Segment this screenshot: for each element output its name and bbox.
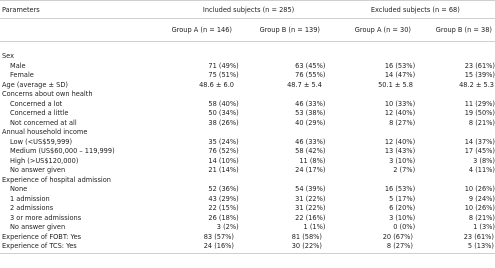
table-cell (322, 128, 413, 138)
row-label: Female (10, 71, 34, 79)
table-header-groups (0, 0, 495, 19)
table-row (0, 52, 495, 62)
table-cell: 10 (33%) (384, 99, 416, 108)
table-cell (322, 176, 413, 186)
table-cell: 8 (21%) (468, 213, 495, 222)
table-cell: 12 (40%) (384, 109, 416, 117)
row-label: Low (<US$59,999) (10, 137, 73, 146)
table-cell: 38 (26%) (208, 118, 239, 127)
column-header: Group B (n = 38) (435, 26, 492, 34)
table-cell: 3 (10%) (389, 213, 416, 222)
table-cell: 1 (1%) (303, 223, 326, 231)
table-row (0, 128, 495, 138)
table-cell: 31 (22%) (295, 204, 326, 212)
table-cell: 26 (18%) (208, 213, 239, 222)
table-cell (322, 52, 413, 62)
table-cell (234, 128, 322, 138)
table-cell: 2 (7%) (393, 166, 416, 174)
table-cell: 9 (24%) (468, 194, 495, 203)
table-cell: 5 (13%) (467, 242, 494, 250)
table-row (0, 166, 495, 176)
column-header: Group A (n = 146) (171, 26, 232, 34)
table-cell: 48.2 ± 5.3 (459, 80, 494, 89)
table-row (0, 119, 495, 129)
table-cell: 8 (27%) (389, 118, 416, 127)
table-row (0, 176, 495, 186)
table-row (0, 100, 495, 110)
table-cell: 46 (33%) (295, 137, 326, 146)
excluded-subjects-header: Excluded subjects (n = 68) (370, 5, 460, 14)
table-cell: 53 (38%) (295, 109, 326, 117)
row-label: Not concerned at all (10, 118, 77, 127)
table-row (0, 147, 495, 157)
table-row (0, 185, 495, 195)
table-cell: 58 (40%) (208, 99, 239, 108)
table-cell: 76 (55%) (295, 71, 326, 79)
table-cell: 14 (10%) (208, 156, 239, 165)
table-cell: 35 (24%) (208, 137, 239, 146)
table-cell: 10 (26%) (464, 185, 495, 193)
table-cell: 16 (53%) (384, 185, 416, 193)
table-header-columns (0, 19, 495, 42)
table-cell: 23 (61%) (464, 61, 495, 70)
row-label: Experience of TCS: Yes (2, 242, 77, 250)
table-cell: 52 (36%) (208, 185, 239, 193)
table-row (0, 157, 495, 167)
table-cell: 54 (39%) (295, 185, 326, 193)
table-cell: 8 (27%) (386, 242, 413, 250)
row-label: High (>US$120,000) (10, 156, 79, 165)
table-cell: 58 (42%) (295, 147, 326, 155)
row-label: Experience of FOBT: Yes (2, 232, 82, 241)
row-label: 2 admissions (10, 204, 54, 212)
row-label: Experience of hospital admission (2, 175, 111, 184)
table-cell: 3 (10%) (389, 156, 416, 165)
table-cell (413, 90, 494, 100)
table-row (0, 81, 495, 91)
table-cell: 48.6 ± 6.0 (199, 80, 234, 89)
row-label: No answer given (10, 166, 66, 174)
table-row (0, 195, 495, 205)
table-cell: 14 (37%) (464, 137, 495, 146)
table-cell (234, 52, 322, 62)
table-cell: 46 (33%) (295, 99, 326, 108)
table-cell: 1 (3%) (473, 223, 495, 231)
table-cell: 3 (2%) (216, 223, 239, 231)
table-cell: 23 (61%) (463, 232, 494, 241)
row-label: No answer given (10, 223, 66, 231)
table-cell: 22 (15%) (208, 204, 239, 212)
table-cell: 12 (40%) (384, 137, 416, 146)
table-cell (322, 90, 413, 100)
table-cell: 20 (67%) (382, 232, 413, 241)
row-label: Concerns about own health (2, 90, 93, 98)
table-cell: 50 (34%) (208, 109, 239, 117)
row-label: Age (average ± SD) (2, 80, 68, 89)
table-cell: 10 (26%) (464, 204, 495, 212)
table-cell: 14 (47%) (384, 71, 416, 79)
table-row (0, 71, 495, 81)
table-cell: 81 (58%) (291, 232, 322, 241)
table-cell: 19 (50%) (464, 109, 495, 117)
table-row (0, 233, 495, 243)
table-cell: 17 (45%) (464, 147, 495, 155)
row-label: Medium (US$60,000 – 119,999) (10, 147, 115, 155)
table-cell (132, 90, 234, 100)
table-cell: 75 (51%) (208, 71, 239, 79)
row-label: None (10, 185, 28, 193)
table-cell: 43 (29%) (208, 194, 239, 203)
table-cell: 0 (0%) (393, 223, 416, 231)
table-cell (413, 128, 494, 138)
row-label: Concerned a little (10, 109, 69, 117)
table-cell: 40 (29%) (295, 118, 326, 127)
table-row (0, 204, 495, 214)
row-label: 1 admission (10, 194, 50, 203)
table-cell (132, 176, 234, 186)
parameters-header: Parameters (2, 5, 40, 14)
table-cell: 76 (52%) (208, 147, 239, 155)
table-cell (132, 128, 234, 138)
table-cell (413, 52, 494, 62)
column-header: Group A (n = 30) (354, 26, 411, 34)
table-row (0, 90, 495, 100)
table-cell: 6 (20%) (389, 204, 416, 212)
table-body (0, 52, 495, 254)
table-row (0, 214, 495, 224)
table-row (0, 62, 495, 72)
table-cell: 24 (16%) (203, 242, 234, 250)
table-cell: 83 (57%) (203, 232, 234, 241)
table-cell: 11 (8%) (299, 156, 326, 165)
table-row (0, 138, 495, 148)
table-row (0, 109, 495, 119)
table-cell: 8 (21%) (468, 118, 495, 127)
row-label: Annual household income (2, 128, 88, 136)
table-cell: 31 (22%) (295, 194, 326, 203)
table-cell: 24 (17%) (295, 166, 326, 174)
table-cell: 15 (39%) (464, 71, 495, 79)
table-cell: 48.7 ± 5.4 (287, 80, 322, 89)
table-cell: 50.1 ± 5.8 (378, 80, 413, 89)
row-label: Sex (2, 52, 15, 60)
table-cell: 13 (43%) (384, 147, 416, 155)
row-label: Male (10, 61, 26, 70)
table-cell: 30 (22%) (291, 242, 322, 250)
table-row (0, 242, 495, 252)
table-cell: 16 (53%) (384, 61, 416, 70)
table-cell (132, 52, 234, 62)
table-cell: 22 (16%) (295, 213, 326, 222)
table-cell: 21 (14%) (208, 166, 239, 174)
table-cell: 71 (49%) (208, 61, 239, 70)
table-row (0, 223, 495, 233)
column-header: Group B (n = 139) (259, 26, 320, 34)
row-label: 3 or more admissions (10, 213, 82, 222)
table-cell: 11 (29%) (464, 99, 495, 108)
table-cell: 4 (11%) (468, 166, 495, 174)
table-cell: 3 (8%) (473, 156, 495, 165)
table-cell: 5 (17%) (389, 194, 416, 203)
table-cell (234, 176, 322, 186)
table-cell (413, 176, 494, 186)
table-cell: 63 (45%) (295, 61, 326, 70)
included-subjects-header: Included subjects (n = 285) (202, 5, 295, 14)
row-label: Concerned a lot (10, 99, 63, 108)
table-cell (234, 90, 322, 100)
